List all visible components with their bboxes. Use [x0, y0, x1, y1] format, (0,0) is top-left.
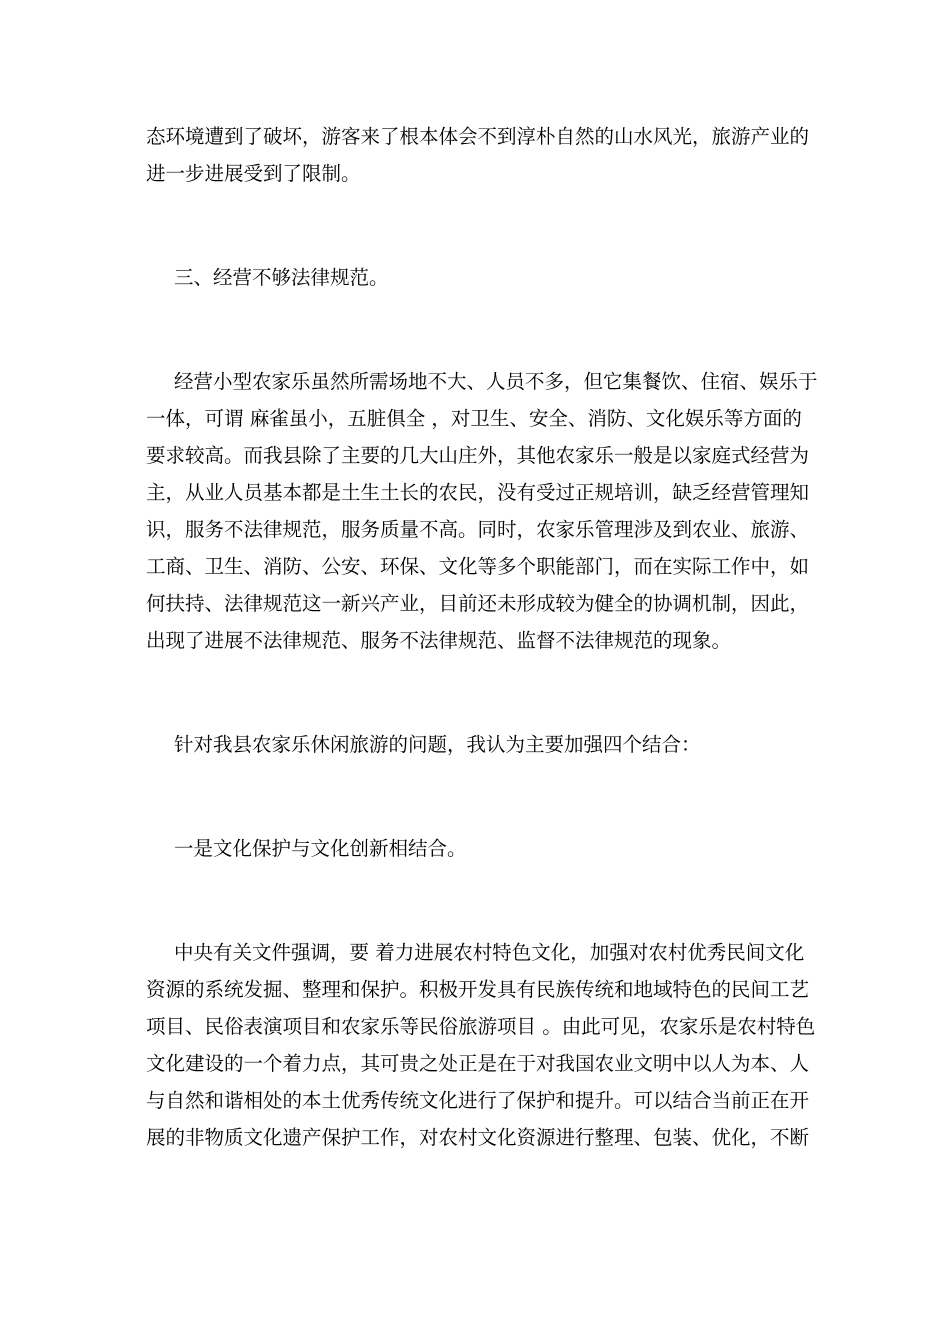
paragraph-line: 针对我县农家乐休闲旅游的问题，我认为主要加强四个结合：	[174, 733, 701, 756]
paragraph-line: 一体，可谓 麻雀虽小，五脏俱全 ，对卫生、安全、消防、文化娱乐等方面的	[146, 407, 802, 430]
paragraph-line: 文化建设的一个着力点，其可贵之处正是在于对我国农业文明中以人为本、人	[146, 1052, 810, 1075]
paragraph-line: 展的非物质文化遗产保护工作，对农村文化资源进行整理、包装、优化，不断	[146, 1126, 810, 1149]
paragraph-line: 项目、民俗表演项目和农家乐等民俗旅游项目 。由此可见，农家乐是农村特色	[146, 1015, 816, 1038]
paragraph-line: 中央有关文件强调，要 着力进展农村特色文化，加强对农村优秀民间文化	[174, 941, 805, 964]
paragraph-line: 与自然和谐相处的本土优秀传统文化进行了保护和提升。可以结合当前正在开	[146, 1089, 810, 1112]
paragraph-line: 经营小型农家乐虽然所需场地不大、人员不多，但它集餐饮、住宿、娱乐于	[174, 370, 818, 393]
paragraph-line: 何扶持、法律规范这一新兴产业，目前还未形成较为健全的协调机制，因此，	[146, 592, 810, 615]
paragraph-line: 态环境遭到了破坏，游客来了根本体会不到淳朴自然的山水风光，旅游产业的	[146, 125, 810, 148]
section-heading: 三、经营不够法律规范。	[174, 266, 389, 289]
paragraph-line: 进一步进展受到了限制。	[146, 162, 361, 185]
paragraph-line: 出现了进展不法律规范、服务不法律规范、监督不法律规范的现象。	[146, 629, 732, 652]
paragraph-line: 资源的系统发掘、整理和保护。积极开发具有民族传统和地域特色的民间工艺	[146, 978, 810, 1001]
paragraph-line: 识，服务不法律规范，服务质量不高。同时，农家乐管理涉及到农业、旅游、	[146, 518, 810, 541]
paragraph-line: 要求较高。而我县除了主要的几大山庄外，其他农家乐一般是以家庭式经营为	[146, 444, 810, 467]
section-heading: 一是文化保护与文化创新相结合。	[174, 837, 467, 860]
paragraph-line: 工商、卫生、消防、公安、环保、文化等多个职能部门，而在实际工作中，如	[146, 555, 810, 578]
paragraph-line: 主，从业人员基本都是土生土长的农民，没有受过正规培训，缺乏经营管理知	[146, 481, 810, 504]
